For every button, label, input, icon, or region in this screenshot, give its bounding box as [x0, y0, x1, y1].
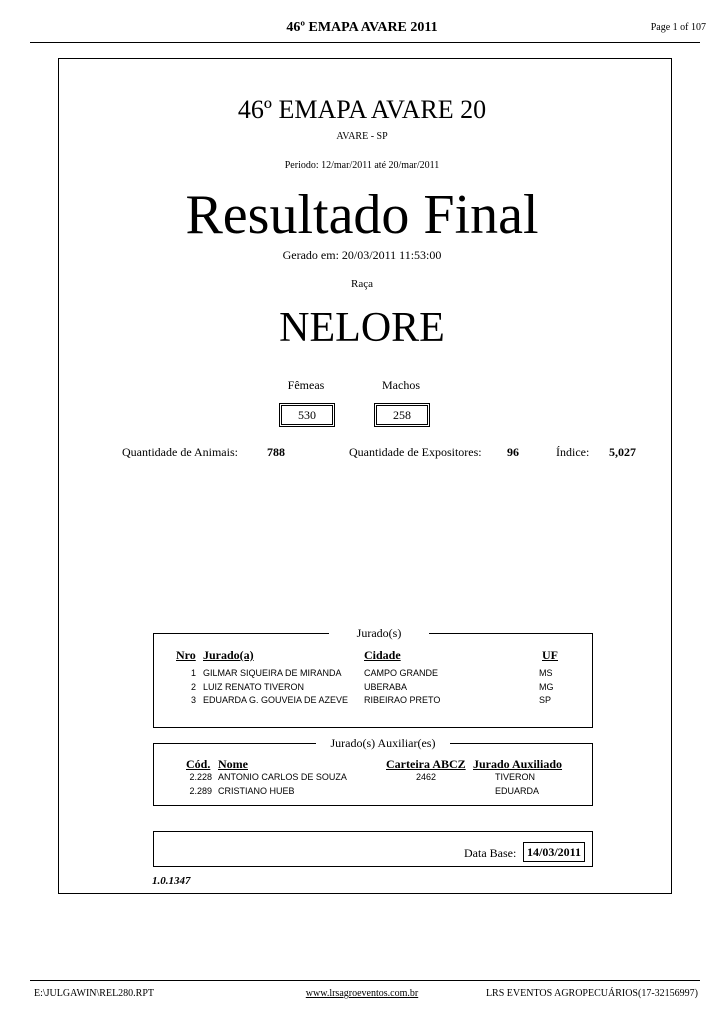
footer-website-link[interactable]: www.lrsagroeventos.com.br — [305, 988, 419, 999]
aux-row-assisted: TIVERON — [495, 772, 536, 782]
index-value: 5,027 — [609, 445, 636, 459]
judge-row-city: UBERABA — [364, 682, 408, 692]
breed-label: Raça — [351, 278, 373, 290]
animals-label: Quantidade de Animais: — [122, 445, 238, 459]
judge-row-uf: SP — [539, 695, 552, 705]
judge-row-uf: MG — [539, 682, 554, 692]
judge-row-city: CAMPO GRANDE — [364, 668, 439, 678]
male-count: 258 — [374, 403, 430, 427]
header-divider — [30, 42, 700, 43]
database-label: Data Base: — [464, 846, 517, 860]
version-number: 1.0.1347 — [152, 875, 191, 887]
event-location: AVARE - SP — [336, 131, 388, 142]
animals-count: 788 — [267, 445, 285, 459]
page-indicator: Page 1 of 107 — [650, 22, 706, 33]
judges-header-uf: UF — [542, 648, 558, 662]
aux-header-assisted: Jurado Auxiliado — [473, 757, 563, 771]
exhibitors-count: 96 — [507, 445, 519, 459]
judges-legend: Jurado(s) — [329, 626, 429, 641]
aux-header-name: Nome — [218, 757, 248, 771]
aux-row-name: ANTONIO CARLOS DE SOUZA — [218, 772, 347, 782]
generated-at: Gerado em: 20/03/2011 11:53:00 — [282, 248, 442, 262]
header-title: 46º EMAPA AVARE 2011 — [286, 20, 438, 35]
judges-header-city: Cidade — [364, 648, 401, 662]
footer-company: LRS EVENTOS AGROPECUÁRIOS(17-32156997) — [485, 988, 698, 999]
judge-row-name: LUIZ RENATO TIVERON — [203, 682, 305, 692]
event-title: 46º EMAPA AVARE 20 — [237, 95, 487, 124]
judges-header-nro: Nro — [176, 648, 196, 662]
aux-row-name: CRISTIANO HUEB — [218, 786, 295, 796]
female-label: Fêmeas — [287, 378, 325, 392]
index-label: Índice: — [556, 445, 590, 459]
footer-report-path: E:\JULGAWIN\REL280.RPT — [34, 988, 155, 999]
judge-row-nro: 1 — [190, 668, 196, 678]
exhibitors-label: Quantidade de Expositores: — [349, 445, 482, 459]
judge-row-nro: 2 — [190, 682, 196, 692]
aux-header-card: Carteira ABCZ — [386, 757, 466, 771]
aux-judges-legend: Jurado(s) Auxiliar(es) — [316, 736, 450, 751]
event-period: Periodo: 12/mar/2011 até 20/mar/2011 — [284, 160, 440, 171]
judge-row-uf: MS — [539, 668, 553, 678]
judge-row-nro: 3 — [190, 695, 196, 705]
judge-row-name: EDUARDA G. GOUVEIA DE AZEVE — [203, 695, 349, 705]
female-count: 530 — [279, 403, 335, 427]
aux-row-assisted: EDUARDA — [495, 786, 540, 796]
judge-row-name: GILMAR SIQUEIRA DE MIRANDA — [203, 668, 342, 678]
judge-row-city: RIBEIRAO PRETO — [364, 695, 441, 705]
breed-name: NELORE — [279, 305, 445, 351]
judges-header-name: Jurado(a) — [203, 648, 254, 662]
male-label: Machos — [382, 378, 420, 392]
report-title: Resultado Final — [185, 184, 539, 246]
aux-row-card: 2462 — [415, 772, 437, 782]
footer-divider — [30, 980, 700, 981]
aux-row-code: 2.228 — [189, 772, 212, 782]
database-date: 14/03/2011 — [523, 842, 585, 862]
aux-row-code: 2.289 — [189, 786, 212, 796]
aux-header-code: Cód. — [186, 757, 211, 771]
